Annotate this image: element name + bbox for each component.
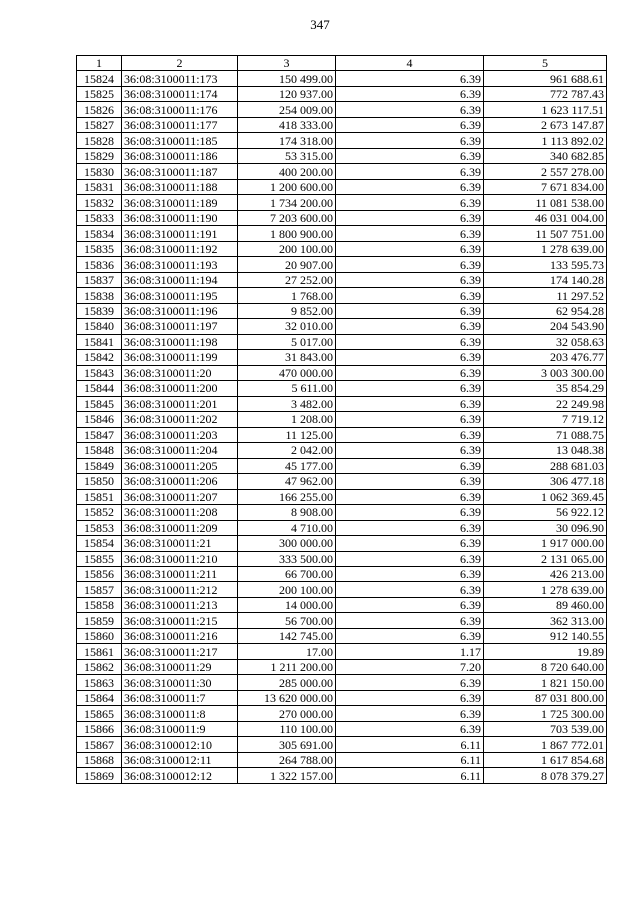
rate-cell: 6.11 [336, 768, 484, 783]
row-number-cell: 15832 [77, 195, 122, 210]
rate-cell: 6.39 [336, 179, 484, 194]
total-cell: 56 922.12 [484, 505, 607, 520]
cadastral-number-cell: 36:08:3100011:7 [122, 690, 238, 705]
value-cell: 470 000.00 [238, 365, 336, 380]
row-number-cell: 15848 [77, 443, 122, 458]
cadastral-number-cell: 36:08:3100011:177 [122, 117, 238, 132]
header-cell-5: 5 [484, 56, 607, 71]
table-body [77, 71, 607, 783]
value-cell: 110 100.00 [238, 721, 336, 736]
total-cell: 11 081 538.00 [484, 195, 607, 210]
total-cell: 3 003 300.00 [484, 365, 607, 380]
value-cell: 120 937.00 [238, 86, 336, 101]
row-number-cell: 15865 [77, 706, 122, 721]
total-cell: 71 088.75 [484, 427, 607, 442]
table-row [77, 706, 607, 721]
total-cell: 961 688.61 [484, 71, 607, 86]
value-cell: 200 100.00 [238, 582, 336, 597]
row-number-cell: 15837 [77, 272, 122, 287]
total-cell: 1 623 117.51 [484, 102, 607, 117]
cadastral-number-cell: 36:08:3100011:217 [122, 644, 238, 659]
row-number-cell: 15858 [77, 597, 122, 612]
total-cell: 912 140.55 [484, 628, 607, 643]
cadastral-number-cell: 36:08:3100011:200 [122, 381, 238, 396]
value-cell: 66 700.00 [238, 566, 336, 581]
total-cell: 203 476.77 [484, 350, 607, 365]
cadastral-number-cell: 36:08:3100011:201 [122, 396, 238, 411]
cadastral-number-cell: 36:08:3100011:29 [122, 659, 238, 674]
rate-cell: 6.39 [336, 458, 484, 473]
row-number-cell: 15844 [77, 381, 122, 396]
rate-cell: 6.39 [336, 613, 484, 628]
row-number-cell: 15839 [77, 303, 122, 318]
total-cell: 204 543.90 [484, 319, 607, 334]
value-cell: 14 000.00 [238, 597, 336, 612]
cadastral-number-cell: 36:08:3100011:199 [122, 350, 238, 365]
total-cell: 35 854.29 [484, 381, 607, 396]
rate-cell: 6.39 [336, 86, 484, 101]
cadastral-number-cell: 36:08:3100011:9 [122, 721, 238, 736]
table-row [77, 474, 607, 489]
total-cell: 46 031 004.00 [484, 210, 607, 225]
row-number-cell: 15835 [77, 241, 122, 256]
cadastral-number-cell: 36:08:3100012:11 [122, 752, 238, 767]
value-cell: 56 700.00 [238, 613, 336, 628]
cadastral-number-cell: 36:08:3100011:187 [122, 164, 238, 179]
table-row [77, 102, 607, 117]
cadastral-number-cell: 36:08:3100011:209 [122, 520, 238, 535]
value-cell: 53 315.00 [238, 148, 336, 163]
cadastral-number-cell: 36:08:3100011:20 [122, 365, 238, 380]
rate-cell: 6.39 [336, 71, 484, 86]
total-cell: 306 477.18 [484, 474, 607, 489]
row-number-cell: 15860 [77, 628, 122, 643]
value-cell: 1 211 200.00 [238, 659, 336, 674]
value-cell: 400 200.00 [238, 164, 336, 179]
cadastral-number-cell: 36:08:3100011:207 [122, 489, 238, 504]
total-cell: 30 096.90 [484, 520, 607, 535]
rate-cell: 6.39 [336, 427, 484, 442]
table-row [77, 257, 607, 272]
total-cell: 288 681.03 [484, 458, 607, 473]
value-cell: 17.00 [238, 644, 336, 659]
rate-cell: 6.39 [336, 628, 484, 643]
row-number-cell: 15833 [77, 210, 122, 225]
header-cell-3: 3 [238, 56, 336, 71]
table-row [77, 768, 607, 783]
rate-cell: 6.39 [336, 489, 484, 504]
rate-cell: 6.39 [336, 474, 484, 489]
cadastral-number-cell: 36:08:3100011:208 [122, 505, 238, 520]
value-cell: 285 000.00 [238, 675, 336, 690]
table-row [77, 288, 607, 303]
row-number-cell: 15825 [77, 86, 122, 101]
row-number-cell: 15853 [77, 520, 122, 535]
total-cell: 1 278 639.00 [484, 582, 607, 597]
table-row [77, 71, 607, 86]
total-cell: 174 140.28 [484, 272, 607, 287]
table-row [77, 350, 607, 365]
rate-cell: 6.39 [336, 319, 484, 334]
page-number: 347 [310, 17, 330, 32]
rate-cell: 6.39 [336, 133, 484, 148]
table-row [77, 133, 607, 148]
row-number-cell: 15845 [77, 396, 122, 411]
rate-cell: 6.39 [336, 582, 484, 597]
total-cell: 1 821 150.00 [484, 675, 607, 690]
total-cell: 2 131 065.00 [484, 551, 607, 566]
value-cell: 200 100.00 [238, 241, 336, 256]
table-row [77, 210, 607, 225]
rate-cell: 6.39 [336, 551, 484, 566]
rate-cell: 6.39 [336, 505, 484, 520]
table-row [77, 737, 607, 752]
value-cell: 31 843.00 [238, 350, 336, 365]
row-number-cell: 15867 [77, 737, 122, 752]
value-cell: 150 499.00 [238, 71, 336, 86]
cadastral-number-cell: 36:08:3100011:186 [122, 148, 238, 163]
row-number-cell: 15830 [77, 164, 122, 179]
cadastral-number-cell: 36:08:3100011:21 [122, 536, 238, 551]
table-row [77, 334, 607, 349]
table-row [77, 272, 607, 287]
cadastral-number-cell: 36:08:3100011:215 [122, 613, 238, 628]
row-number-cell: 15826 [77, 102, 122, 117]
cadastral-number-cell: 36:08:3100011:174 [122, 86, 238, 101]
total-cell: 22 249.98 [484, 396, 607, 411]
cadastral-number-cell: 36:08:3100011:194 [122, 272, 238, 287]
row-number-cell: 15866 [77, 721, 122, 736]
rate-cell: 6.39 [336, 690, 484, 705]
row-number-cell: 15869 [77, 768, 122, 783]
table-row [77, 164, 607, 179]
value-cell: 1 208.00 [238, 412, 336, 427]
total-cell: 340 682.85 [484, 148, 607, 163]
total-cell: 703 539.00 [484, 721, 607, 736]
table-row [77, 536, 607, 551]
cadastral-number-cell: 36:08:3100012:12 [122, 768, 238, 783]
value-cell: 166 255.00 [238, 489, 336, 504]
table-row [77, 148, 607, 163]
rate-cell: 6.39 [336, 226, 484, 241]
table-row [77, 365, 607, 380]
value-cell: 5 017.00 [238, 334, 336, 349]
table-row [77, 381, 607, 396]
value-cell: 418 333.00 [238, 117, 336, 132]
table-row [77, 241, 607, 256]
table-header [77, 56, 607, 71]
value-cell: 1 734 200.00 [238, 195, 336, 210]
rate-cell: 6.11 [336, 737, 484, 752]
total-cell: 1 725 300.00 [484, 706, 607, 721]
total-cell: 1 113 892.02 [484, 133, 607, 148]
row-number-cell: 15840 [77, 319, 122, 334]
row-number-cell: 15851 [77, 489, 122, 504]
value-cell: 4 710.00 [238, 520, 336, 535]
total-cell: 426 213.00 [484, 566, 607, 581]
value-cell: 2 042.00 [238, 443, 336, 458]
header-cell-1: 1 [77, 56, 122, 71]
table-row [77, 458, 607, 473]
table-row [77, 597, 607, 612]
row-number-cell: 15855 [77, 551, 122, 566]
rate-cell: 6.39 [336, 350, 484, 365]
rate-cell: 6.39 [336, 241, 484, 256]
value-cell: 5 611.00 [238, 381, 336, 396]
table-row [77, 396, 607, 411]
rate-cell: 6.39 [336, 412, 484, 427]
value-cell: 1 800 900.00 [238, 226, 336, 241]
total-cell: 772 787.43 [484, 86, 607, 101]
total-cell: 133 595.73 [484, 257, 607, 272]
value-cell: 333 500.00 [238, 551, 336, 566]
value-cell: 9 852.00 [238, 303, 336, 318]
value-cell: 32 010.00 [238, 319, 336, 334]
row-number-cell: 15836 [77, 257, 122, 272]
cadastral-number-cell: 36:08:3100011:198 [122, 334, 238, 349]
row-number-cell: 15852 [77, 505, 122, 520]
row-number-cell: 15831 [77, 179, 122, 194]
rate-cell: 6.39 [336, 443, 484, 458]
row-number-cell: 15834 [77, 226, 122, 241]
row-number-cell: 15857 [77, 582, 122, 597]
rate-cell: 6.39 [336, 396, 484, 411]
value-cell: 13 620 000.00 [238, 690, 336, 705]
table-row [77, 721, 607, 736]
table-row [77, 566, 607, 581]
table-row [77, 613, 607, 628]
cadastral-number-cell: 36:08:3100011:213 [122, 597, 238, 612]
table-row [77, 520, 607, 535]
total-cell: 1 917 000.00 [484, 536, 607, 551]
value-cell: 142 745.00 [238, 628, 336, 643]
cadastral-number-cell: 36:08:3100011:211 [122, 566, 238, 581]
row-number-cell: 15847 [77, 427, 122, 442]
rate-cell: 6.39 [336, 102, 484, 117]
table-row [77, 427, 607, 442]
table-row [77, 443, 607, 458]
row-number-cell: 15828 [77, 133, 122, 148]
total-cell: 11 507 751.00 [484, 226, 607, 241]
rate-cell: 6.39 [336, 257, 484, 272]
total-cell: 32 058.63 [484, 334, 607, 349]
rate-cell: 6.39 [336, 520, 484, 535]
table-row [77, 489, 607, 504]
cadastral-number-cell: 36:08:3100011:210 [122, 551, 238, 566]
value-cell: 1 768.00 [238, 288, 336, 303]
row-number-cell: 15861 [77, 644, 122, 659]
cadastral-number-cell: 36:08:3100011:191 [122, 226, 238, 241]
rate-cell: 6.39 [336, 721, 484, 736]
rate-cell: 6.39 [336, 210, 484, 225]
rate-cell: 6.39 [336, 597, 484, 612]
data-table [76, 55, 607, 784]
total-cell: 87 031 800.00 [484, 690, 607, 705]
table-row [77, 690, 607, 705]
cadastral-number-cell: 36:08:3100011:176 [122, 102, 238, 117]
value-cell: 305 691.00 [238, 737, 336, 752]
cadastral-number-cell: 36:08:3100011:8 [122, 706, 238, 721]
row-number-cell: 15824 [77, 71, 122, 86]
cadastral-number-cell: 36:08:3100011:216 [122, 628, 238, 643]
cadastral-number-cell: 36:08:3100011:190 [122, 210, 238, 225]
cadastral-number-cell: 36:08:3100011:204 [122, 443, 238, 458]
rate-cell: 6.39 [336, 566, 484, 581]
rate-cell: 6.39 [336, 164, 484, 179]
value-cell: 270 000.00 [238, 706, 336, 721]
cadastral-number-cell: 36:08:3100011:212 [122, 582, 238, 597]
table-row [77, 195, 607, 210]
value-cell: 1 322 157.00 [238, 768, 336, 783]
header-cell-4: 4 [336, 56, 484, 71]
cadastral-number-cell: 36:08:3100011:189 [122, 195, 238, 210]
table-row [77, 179, 607, 194]
total-cell: 1 062 369.45 [484, 489, 607, 504]
value-cell: 47 962.00 [238, 474, 336, 489]
total-cell: 7 719.12 [484, 412, 607, 427]
table-row [77, 319, 607, 334]
total-cell: 1 867 772.01 [484, 737, 607, 752]
cadastral-number-cell: 36:08:3100011:193 [122, 257, 238, 272]
cadastral-number-cell: 36:08:3100011:203 [122, 427, 238, 442]
table-row [77, 226, 607, 241]
cadastral-number-cell: 36:08:3100011:185 [122, 133, 238, 148]
table-row [77, 659, 607, 674]
value-cell: 11 125.00 [238, 427, 336, 442]
value-cell: 20 907.00 [238, 257, 336, 272]
table-row [77, 412, 607, 427]
total-cell: 1 278 639.00 [484, 241, 607, 256]
cadastral-number-cell: 36:08:3100011:196 [122, 303, 238, 318]
value-cell: 254 009.00 [238, 102, 336, 117]
total-cell: 13 048.38 [484, 443, 607, 458]
rate-cell: 6.39 [336, 117, 484, 132]
rate-cell: 6.39 [336, 536, 484, 551]
table-row [77, 644, 607, 659]
total-cell: 1 617 854.68 [484, 752, 607, 767]
row-number-cell: 15868 [77, 752, 122, 767]
rate-cell: 1.17 [336, 644, 484, 659]
cadastral-number-cell: 36:08:3100011:205 [122, 458, 238, 473]
rate-cell: 6.39 [336, 272, 484, 287]
row-number-cell: 15843 [77, 365, 122, 380]
cadastral-number-cell: 36:08:3100011:173 [122, 71, 238, 86]
table-row [77, 117, 607, 132]
rate-cell: 6.39 [336, 195, 484, 210]
rate-cell: 6.39 [336, 334, 484, 349]
value-cell: 27 252.00 [238, 272, 336, 287]
table-row [77, 86, 607, 101]
cadastral-number-cell: 36:08:3100011:202 [122, 412, 238, 427]
cadastral-number-cell: 36:08:3100011:188 [122, 179, 238, 194]
rate-cell: 6.39 [336, 365, 484, 380]
value-cell: 174 318.00 [238, 133, 336, 148]
row-number-cell: 15862 [77, 659, 122, 674]
total-cell: 11 297.52 [484, 288, 607, 303]
rate-cell: 6.39 [336, 303, 484, 318]
cadastral-number-cell: 36:08:3100011:30 [122, 675, 238, 690]
total-cell: 19.89 [484, 644, 607, 659]
value-cell: 3 482.00 [238, 396, 336, 411]
row-number-cell: 15850 [77, 474, 122, 489]
rate-cell: 6.39 [336, 288, 484, 303]
cadastral-number-cell: 36:08:3100011:192 [122, 241, 238, 256]
value-cell: 7 203 600.00 [238, 210, 336, 225]
cadastral-number-cell: 36:08:3100011:195 [122, 288, 238, 303]
row-number-cell: 15863 [77, 675, 122, 690]
row-number-cell: 15846 [77, 412, 122, 427]
table-row [77, 675, 607, 690]
table-row [77, 752, 607, 767]
rate-cell: 6.39 [336, 148, 484, 163]
cadastral-number-cell: 36:08:3100012:10 [122, 737, 238, 752]
row-number-cell: 15859 [77, 613, 122, 628]
value-cell: 1 200 600.00 [238, 179, 336, 194]
row-number-cell: 15841 [77, 334, 122, 349]
row-number-cell: 15842 [77, 350, 122, 365]
rate-cell: 6.39 [336, 381, 484, 396]
table-row [77, 628, 607, 643]
rate-cell: 6.11 [336, 752, 484, 767]
header-row [77, 56, 607, 71]
cadastral-number-cell: 36:08:3100011:206 [122, 474, 238, 489]
total-cell: 7 671 834.00 [484, 179, 607, 194]
table-row [77, 582, 607, 597]
row-number-cell: 15854 [77, 536, 122, 551]
row-number-cell: 15856 [77, 566, 122, 581]
table-row [77, 505, 607, 520]
total-cell: 89 460.00 [484, 597, 607, 612]
total-cell: 2 557 278.00 [484, 164, 607, 179]
total-cell: 2 673 147.87 [484, 117, 607, 132]
total-cell: 8 720 640.00 [484, 659, 607, 674]
row-number-cell: 15838 [77, 288, 122, 303]
total-cell: 362 313.00 [484, 613, 607, 628]
table-row [77, 303, 607, 318]
total-cell: 8 078 379.27 [484, 768, 607, 783]
rate-cell: 7.20 [336, 659, 484, 674]
total-cell: 62 954.28 [484, 303, 607, 318]
value-cell: 8 908.00 [238, 505, 336, 520]
value-cell: 264 788.00 [238, 752, 336, 767]
cadastral-number-cell: 36:08:3100011:197 [122, 319, 238, 334]
table-row [77, 551, 607, 566]
row-number-cell: 15864 [77, 690, 122, 705]
rate-cell: 6.39 [336, 706, 484, 721]
rate-cell: 6.39 [336, 675, 484, 690]
header-cell-2: 2 [122, 56, 238, 71]
row-number-cell: 15827 [77, 117, 122, 132]
row-number-cell: 15849 [77, 458, 122, 473]
row-number-cell: 15829 [77, 148, 122, 163]
value-cell: 45 177.00 [238, 458, 336, 473]
value-cell: 300 000.00 [238, 536, 336, 551]
